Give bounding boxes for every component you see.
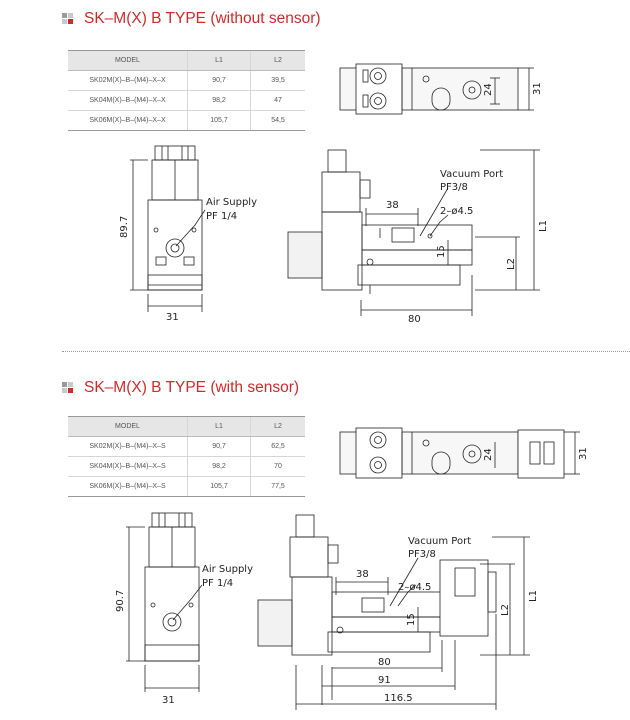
cell-l1: 98,2: [188, 457, 251, 477]
dim-front-width: 31: [166, 312, 179, 323]
side-view: [258, 515, 530, 710]
dim-15: 15: [406, 613, 417, 626]
dim-top-height: 31: [578, 447, 589, 460]
cell-l2: 62,5: [251, 437, 306, 457]
cell-l1: 98,2: [188, 91, 251, 111]
cell-l1: 105,7: [188, 477, 251, 497]
cell-l1: 90,7: [188, 71, 251, 91]
label-vacuum-port: Vacuum Port: [440, 169, 504, 180]
header-l1: L1: [188, 51, 251, 71]
cell-l2: 70: [251, 457, 306, 477]
label-vacuum-size: PF3/8: [440, 182, 468, 193]
cell-model: SK06M(X)–B–(M4)–X–S: [68, 477, 188, 497]
cell-model: SK06M(X)–B–(M4)–X–X: [68, 111, 188, 131]
cell-l2: 54,5: [251, 111, 306, 131]
dim-front-width: 31: [162, 695, 175, 706]
dim-top-height: 31: [532, 82, 543, 95]
cell-model: SK04M(X)–B–(M4)–X–S: [68, 457, 188, 477]
label-air-supply: Air Supply: [202, 564, 253, 575]
dim-l1: L1: [538, 220, 549, 232]
cell-l2: 77,5: [251, 477, 306, 497]
header-model: MODEL: [68, 51, 188, 71]
label-vacuum-port: Vacuum Port: [408, 536, 472, 547]
dim-38: 38: [356, 569, 369, 580]
dim-side-116-5: 116.5: [384, 693, 413, 704]
header-model: MODEL: [68, 417, 188, 437]
label-vacuum-size: PF3/8: [408, 549, 436, 560]
label-air-port: PF 1/4: [206, 211, 238, 222]
cell-l2: 39,5: [251, 71, 306, 91]
label-air-supply: Air Supply: [206, 197, 257, 208]
section-title-text: SK–M(X) B TYPE (without sensor): [84, 10, 321, 27]
dim-side-length: 80: [378, 657, 391, 668]
section-title-text: SK–M(X) B TYPE (with sensor): [84, 379, 300, 396]
dim-l1: L1: [528, 590, 539, 602]
dim-side-length: 80: [408, 314, 421, 325]
dim-front-height: 90.7: [115, 589, 126, 612]
label-hole: 2–ø4.5: [440, 206, 474, 217]
dim-top-inner: 24: [483, 448, 494, 461]
header-l2: L2: [251, 417, 306, 437]
dim-top-inner: 24: [483, 83, 494, 96]
cell-model: SK02M(X)–B–(M4)–X–X: [68, 71, 188, 91]
cell-l2: 47: [251, 91, 306, 111]
cell-model: SK04M(X)–B–(M4)–X–X: [68, 91, 188, 111]
header-l2: L2: [251, 51, 306, 71]
dim-38: 38: [386, 200, 399, 211]
label-air-port: PF 1/4: [202, 578, 234, 589]
cell-model: SK02M(X)–B–(M4)–X–S: [68, 437, 188, 457]
top-view: [340, 428, 580, 478]
label-hole: 2–ø4.5: [398, 582, 432, 593]
cell-l1: 90,7: [188, 437, 251, 457]
header-l1: L1: [188, 417, 251, 437]
dim-l2: L2: [506, 258, 517, 270]
dim-front-height: 89.7: [119, 215, 130, 238]
dim-15: 15: [436, 245, 447, 258]
dim-l2: L2: [500, 604, 511, 616]
cell-l1: 105,7: [188, 111, 251, 131]
dim-side-91: 91: [378, 675, 391, 686]
front-view: [126, 513, 202, 692]
